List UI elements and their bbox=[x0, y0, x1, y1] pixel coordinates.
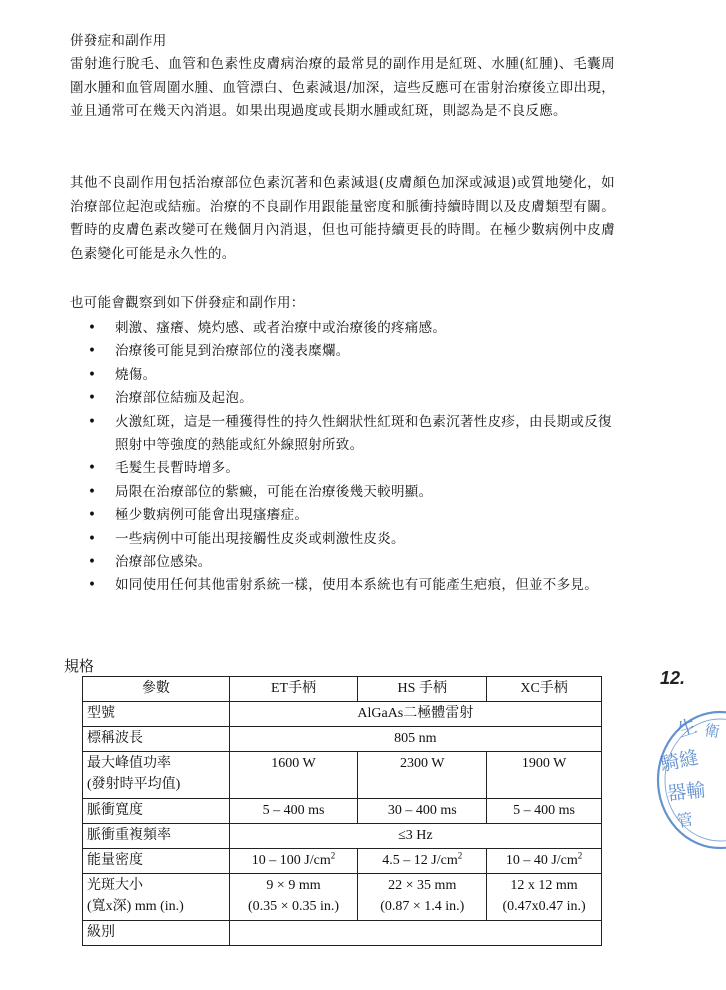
table-cell: 30 – 400 ms bbox=[358, 799, 487, 824]
spec-table bbox=[82, 676, 602, 946]
bullet-icon: • bbox=[88, 530, 97, 547]
table-cell: 9 × 9 mm (0.35 × 0.35 in.) bbox=[229, 874, 358, 921]
bullet-icon: • bbox=[88, 413, 97, 430]
list-item: • 刺激、瘙癢、燒灼感、或者治療中或治療後的疼痛感。 bbox=[88, 317, 618, 340]
bullet-icon: • bbox=[88, 483, 97, 500]
table-cell: ≤3 Hz bbox=[229, 824, 601, 849]
row-label: 最大峰值功率 (發射時平均值) bbox=[83, 752, 230, 799]
table-row bbox=[83, 799, 602, 824]
row-label: 脈衝寬度 bbox=[83, 799, 230, 824]
svg-text:騎縫: 騎縫 bbox=[658, 746, 701, 776]
table-cell: 4.5 – 12 $J/cm^2$ bbox=[358, 849, 487, 874]
header-parameter: 參數 bbox=[83, 677, 230, 702]
table-row bbox=[83, 874, 602, 921]
table-cell: 10 – 40 $J/cm^2$ bbox=[487, 849, 602, 874]
table-row bbox=[83, 727, 602, 752]
table-header-row bbox=[83, 677, 602, 702]
table-cell: 5 – 400 ms bbox=[487, 799, 602, 824]
bullet-icon: • bbox=[88, 366, 97, 383]
row-label: 型號 bbox=[83, 702, 230, 727]
table-row bbox=[83, 752, 602, 799]
bullet-icon: • bbox=[88, 343, 97, 360]
table-cell bbox=[229, 921, 601, 946]
paragraph-adverse-effects: 其他不良副作用包括治療部位色素沉著和色素減退(皮膚顏色加深或減退)或質地變化，如治療部位起泡或結痂。治療的不良副作用跟能量密度和脈衝持續時間以及皮膚類型有關。暫時的皮膚色素改變可在幾個月內消退，但也可能持續更長的時間。在極少數病例中皮膚色素變化可能是永久性的。 bbox=[70, 175, 615, 262]
table-row bbox=[83, 824, 602, 849]
bullet-icon: • bbox=[88, 390, 97, 407]
list-item: • 燒傷。 bbox=[88, 364, 618, 387]
list-item: • 火激紅斑，這是一種獲得性的持久性網狀性紅斑和色素沉著性皮疹，由長期或反復照射中等強度的熱能或紅外線照射所致。 bbox=[88, 411, 618, 458]
seal-stamp bbox=[650, 660, 726, 860]
row-label: 能量密度 bbox=[83, 849, 230, 874]
row-label: 級別 bbox=[83, 921, 230, 946]
table-cell: AlGaAs二極體雷射 bbox=[229, 702, 601, 727]
svg-text:器輸: 器輸 bbox=[666, 779, 707, 805]
paragraph-common-side-effects: 雷射進行脫毛、血管和色素性皮膚病治療的最常見的副作用是紅斑、水腫(紅腫)、毛囊周圍水腫和血管周圍水腫、血管漂白、色素減退/加深，這些反應可在雷射治療後立即出現，並且通常可在幾天內消退。如果出現過度或長期水腫或紅斑，則認為是不良反應。 bbox=[70, 56, 615, 119]
list-item: • 毛髮生長暫時增多。 bbox=[88, 457, 618, 480]
bullet-icon: • bbox=[88, 460, 97, 477]
list-item: • 治療部位感染。 bbox=[88, 551, 618, 574]
svg-text:管: 管 bbox=[675, 809, 695, 831]
stamp-date: 12. bbox=[660, 668, 686, 688]
bullet-icon: • bbox=[88, 507, 97, 524]
svg-text:生: 生 bbox=[674, 714, 700, 742]
seal-icon bbox=[650, 705, 726, 855]
header-xc: XC手柄 bbox=[487, 677, 602, 702]
list-item: • 如同使用任何其他雷射系統一樣，使用本系統也有可能產生疤痕，但並不多見。 bbox=[88, 574, 618, 597]
spec-title: 規格 bbox=[64, 659, 95, 675]
row-label: 標稱波長 bbox=[83, 727, 230, 752]
table-cell: 1900 W bbox=[487, 752, 602, 799]
list-item: • 一些病例中可能出現接觸性皮炎或刺激性皮炎。 bbox=[88, 528, 618, 551]
table-cell: 5 – 400 ms bbox=[229, 799, 358, 824]
bullet-icon: • bbox=[88, 577, 97, 594]
complications-list bbox=[88, 317, 618, 598]
section-heading: 併發症和副作用 bbox=[70, 33, 167, 49]
list-item: • 治療後可能見到治療部位的淺表糜爛。 bbox=[88, 340, 618, 363]
header-hs: HS 手柄 bbox=[358, 677, 487, 702]
table-cell: 22 × 35 mm (0.87 × 1.4 in.) bbox=[358, 874, 487, 921]
bullet-icon: • bbox=[88, 554, 97, 571]
list-intro: 也可能會觀察到如下併發症和副作用： bbox=[70, 295, 305, 311]
table-cell: 12 x 12 mm (0.47x0.47 in.) bbox=[487, 874, 602, 921]
table-row bbox=[83, 849, 602, 874]
row-label: 脈衝重複頻率 bbox=[83, 824, 230, 849]
list-item: • 治療部位結痂及起泡。 bbox=[88, 387, 618, 410]
list-item: • 局限在治療部位的紫癜，可能在治療後幾天較明顯。 bbox=[88, 481, 618, 504]
bullet-icon: • bbox=[88, 320, 97, 336]
row-label: 光斑大小 (寬x深) mm (in.) bbox=[83, 874, 230, 921]
table-cell: 2300 W bbox=[358, 752, 487, 799]
table-cell: 10 – 100 $J/cm^2$ bbox=[229, 849, 358, 874]
table-cell: 805 nm bbox=[229, 727, 601, 752]
table-row bbox=[83, 702, 602, 727]
header-et: ET手柄 bbox=[229, 677, 358, 702]
table-cell: 1600 W bbox=[229, 752, 358, 799]
table-row bbox=[83, 921, 602, 946]
list-item: • 極少數病例可能會出現瘙癢症。 bbox=[88, 504, 618, 527]
svg-text:衛: 衛 bbox=[703, 721, 721, 742]
